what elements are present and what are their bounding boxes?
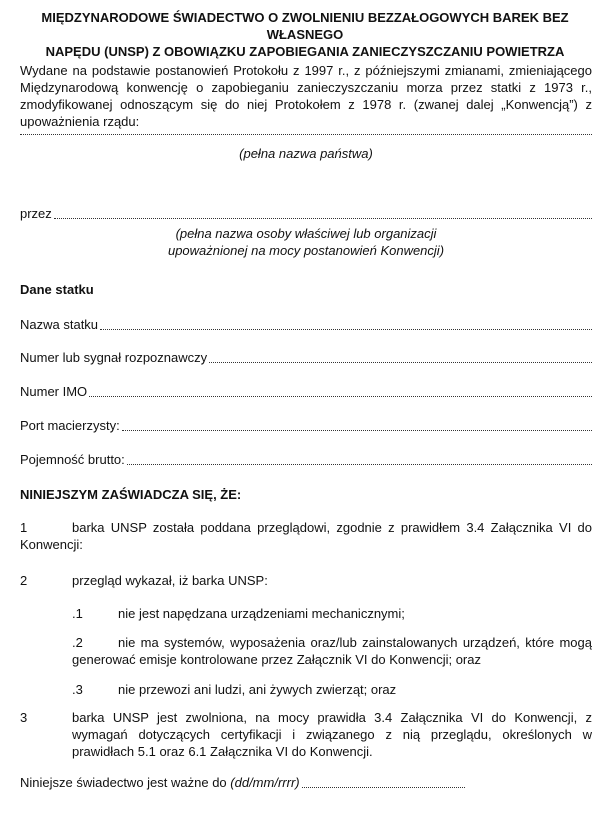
validity-date-line[interactable]	[302, 787, 465, 788]
state-name-line[interactable]	[20, 134, 592, 135]
field-call-sign-label: Numer lub sygnał rozpoznawczy	[20, 350, 208, 365]
issued-by-line[interactable]	[54, 218, 592, 219]
field-home-port-line[interactable]	[122, 430, 592, 431]
intro-paragraph: Wydane na podstawie postanowień Protokołu z 1997 r., z późniejszymi zmianami, zmieniającego Międzynarodową konwencję o zapobieganiu zanieczyszczaniu morza przez statki z 1973 r., zmodyfikowanej odnoszącym się do niej Protokołem z 1978 r. (zwanej dalej „Konwencją”) z upoważnienia rządu:	[20, 63, 592, 129]
sub-2-text: nie ma systemów, wyposażenia oraz/lub zainstalowanych urządzeń, które mogą generować emisje kontrolowane przez Załącznik VI do Konwencji; oraz	[72, 635, 592, 667]
field-imo-number-line[interactable]	[89, 396, 592, 397]
field-call-sign[interactable]	[20, 349, 592, 366]
sub-3-text: nie przewozi ani ludzi, ani żywych zwierząt; oraz	[118, 682, 397, 697]
item-2-text: przegląd wykazał, iż barka UNSP:	[72, 573, 268, 588]
certificate-title	[20, 9, 590, 60]
field-ship-name-line[interactable]	[100, 329, 592, 330]
issued-by-label: przez	[20, 206, 52, 221]
field-call-sign-line[interactable]	[209, 362, 592, 363]
item-2-number: 2	[20, 573, 28, 588]
item-1-number: 1	[20, 520, 28, 535]
field-imo-number-label: Numer IMO	[20, 384, 88, 399]
field-gross-tonnage-line[interactable]	[127, 464, 592, 465]
ship-data-heading: Dane statku	[20, 282, 94, 297]
item-3-number: 3	[20, 710, 28, 725]
validity-text: Niniejsze świadectwo jest ważne do	[20, 775, 227, 790]
sub-3-number: .3	[72, 682, 83, 697]
validity-format: (dd/mm/rrrr)	[230, 775, 300, 790]
field-ship-name-label: Nazwa statku	[20, 317, 99, 332]
issuer-note	[20, 225, 592, 259]
field-ship-name[interactable]	[20, 316, 592, 333]
field-gross-tonnage-label: Pojemność brutto:	[20, 452, 125, 467]
title-line-1: MIĘDZYNARODOWE ŚWIADECTWO O ZWOLNIENIU BEZZAŁOGOWYCH BAREK BEZ WŁASNEGO	[41, 10, 569, 42]
field-home-port-label: Port macierzysty:	[20, 418, 120, 433]
validity-field[interactable]	[20, 774, 465, 791]
item-1-text: barka UNSP została poddana przeglądowi, zgodnie z prawidłem 3.4 Załącznika VI do Konwencji:	[20, 520, 592, 552]
field-home-port[interactable]	[20, 417, 592, 434]
field-gross-tonnage[interactable]	[20, 451, 592, 468]
sub-2-number: .2	[72, 635, 83, 650]
sub-1-number: .1	[72, 606, 83, 621]
issued-by-field[interactable]	[20, 205, 592, 222]
issuer-note-line-2: upoważnionej na mocy postanowień Konwencji)	[167, 243, 445, 258]
certify-heading: NINIEJSZYM ZAŚWIADCZA SIĘ, ŻE:	[20, 487, 242, 502]
title-line-2: NAPĘDU (UNSP) Z OBOWIĄZKU ZAPOBIEGANIA ZANIECZYSZCZANIU POWIETRZA	[45, 44, 565, 59]
item-3-text: barka UNSP jest zwolniona, na mocy prawidła 3.4 Załącznika VI do Konwencji, z wymagań dotyczących certyfikacji i związanego z nią przeglądu, określonych w prawidłach 5.1 oraz 6.1 Załącznika VI do Konwencji.	[72, 710, 592, 759]
state-name-note: (pełna nazwa państwa)	[239, 146, 373, 161]
field-imo-number[interactable]	[20, 383, 592, 400]
issuer-note-line-1: (pełna nazwa osoby właściwej lub organizacji	[175, 226, 437, 241]
sub-1-text: nie jest napędzana urządzeniami mechanicznymi;	[118, 606, 405, 621]
validity-label	[20, 774, 300, 791]
